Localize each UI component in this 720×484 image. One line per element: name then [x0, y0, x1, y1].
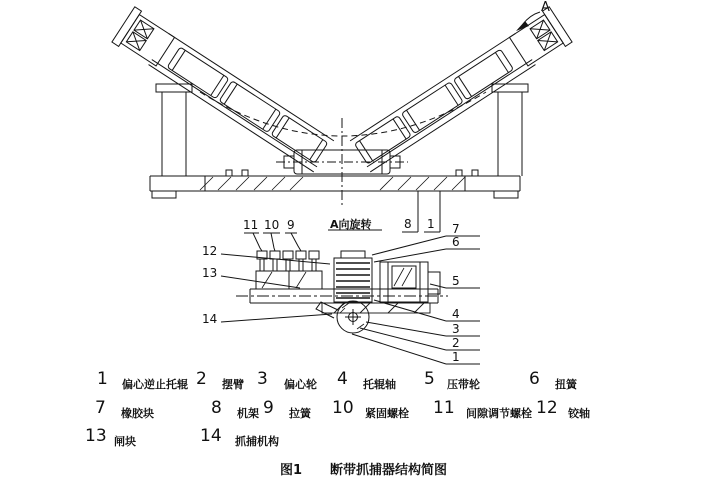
callout-9: 9 [287, 218, 295, 232]
base-hatch [200, 177, 465, 190]
legend-num: 2 [196, 369, 207, 389]
legend-name: 摆臂 [222, 378, 244, 391]
front-view-drawing [112, 7, 572, 232]
right-top-bracket [507, 7, 572, 69]
legend-name: 拉簧 [289, 407, 311, 420]
legend-name: 橡胶块 [121, 407, 154, 420]
legend-name: 压带轮 [447, 378, 480, 391]
callout-8: 8 [404, 217, 412, 231]
legend-num: 11 [433, 398, 455, 418]
callout-4: 4 [452, 307, 460, 321]
detail-view-title: A向旋转 [330, 218, 372, 231]
view-a-label: A [541, 0, 550, 15]
callout-6: 6 [452, 235, 460, 249]
figure-caption-title: 断带抓捕器结构简图 [330, 463, 448, 478]
legend-num: 6 [529, 369, 540, 389]
spring-stack [334, 251, 372, 302]
legend-num: 1 [97, 369, 108, 389]
callout-10: 10 [264, 218, 280, 232]
right-post [492, 84, 528, 176]
figure-caption-label: 图1 [280, 463, 303, 478]
left-post [156, 84, 192, 176]
legend-name: 扭簧 [555, 378, 577, 391]
legend-name: 机架 [237, 407, 259, 420]
callout-5: 5 [452, 274, 460, 288]
legend-num: 5 [424, 369, 435, 389]
left-top-bracket [112, 7, 177, 69]
legend-num: 3 [257, 369, 268, 389]
eccentric-wheel [337, 301, 369, 333]
legend-num: 4 [337, 369, 348, 389]
callout-13: 13 [202, 266, 218, 280]
legend-num: 14 [200, 426, 222, 446]
legend-num: 12 [536, 398, 558, 418]
callout-1-right: 1 [452, 350, 460, 364]
callout-7: 7 [452, 222, 460, 236]
callout-3: 3 [452, 322, 460, 336]
callout-14: 14 [202, 312, 218, 326]
legend-name: 紧固螺栓 [365, 407, 409, 420]
right-roller-assembly [348, 7, 572, 173]
legend-name: 托辊轴 [363, 378, 396, 391]
view-a-arrow [516, 12, 540, 31]
legend-name: 偏心轮 [284, 378, 317, 391]
legend-name: 间隙调节螺栓 [466, 407, 532, 420]
legend-name: 铰轴 [568, 407, 590, 420]
detail-view-drawing [221, 230, 480, 364]
legend-num: 13 [85, 426, 107, 446]
callout-1-top: 1 [427, 217, 435, 231]
legend-num: 7 [95, 398, 106, 418]
belt-curve [200, 92, 486, 136]
legend-name: 抓捕机构 [235, 435, 279, 448]
legend-name: 闸块 [114, 435, 136, 448]
legend-num: 8 [211, 398, 222, 418]
callout-2: 2 [452, 336, 460, 350]
legend-num: 9 [263, 398, 274, 418]
legend-name: 偏心逆止托辊 [122, 378, 188, 391]
pawl-lever [316, 302, 338, 318]
callout-12: 12 [202, 244, 218, 258]
leader-lines [221, 230, 480, 364]
left-roller-assembly [112, 7, 336, 173]
callout-11: 11 [243, 218, 259, 232]
legend-num: 10 [332, 398, 354, 418]
